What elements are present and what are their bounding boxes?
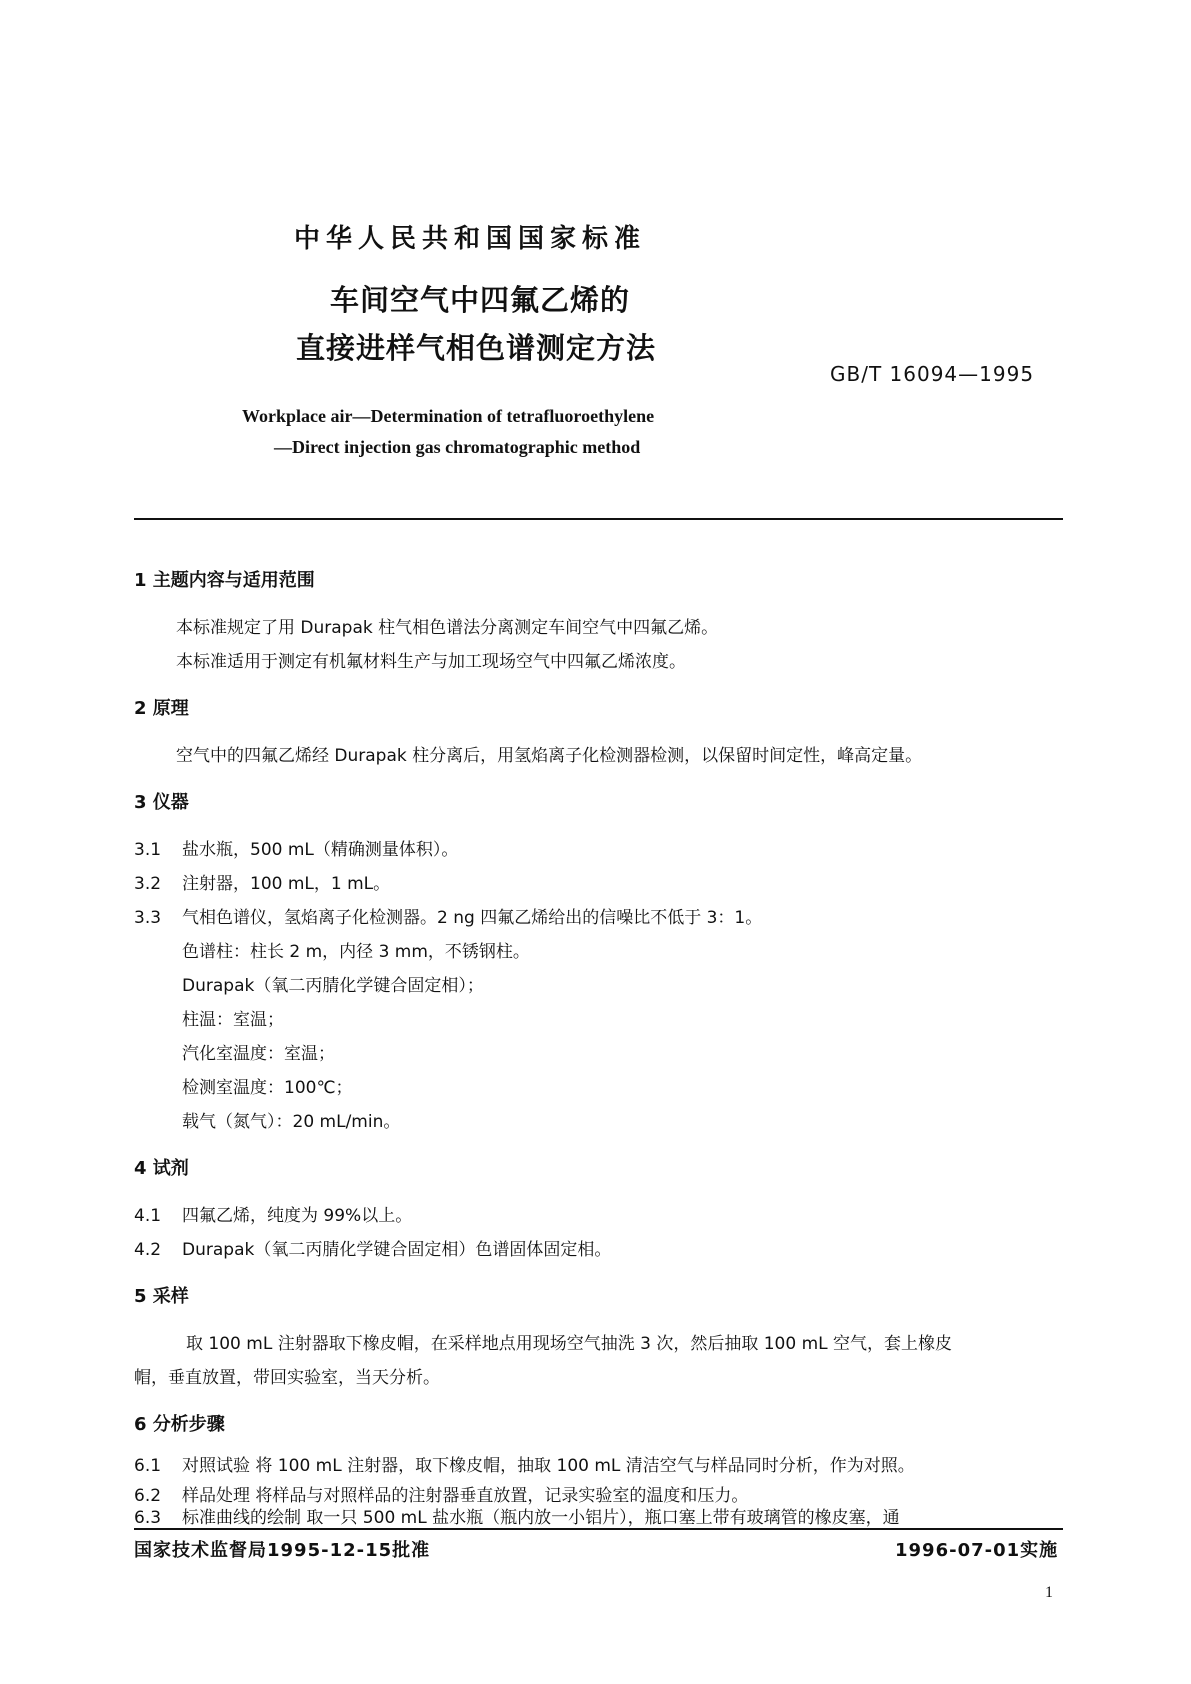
instrument-detail-line: 柱温：室温； xyxy=(182,1010,284,1030)
item-number: 3.3 xyxy=(134,908,162,928)
implementation-line: 1996-07-01实施 xyxy=(895,1540,1059,1561)
item-text: 样品处理 将样品与对照样品的注射器垂直放置，记录实验室的温度和压力。 xyxy=(182,1486,749,1506)
list-item xyxy=(134,1201,412,1226)
item-number: 4.2 xyxy=(134,1240,162,1260)
section-1-heading: 1 主题内容与适用范围 xyxy=(134,570,315,591)
item-number: 6.1 xyxy=(134,1456,162,1476)
section-1-paragraph: 本标准适用于测定有机氟材料生产与加工现场空气中四氟乙烯浓度。 xyxy=(176,652,686,672)
page-number: 1 xyxy=(1045,1584,1053,1601)
approval-line: 国家技术监督局1995-12-15批准 xyxy=(134,1540,431,1561)
instrument-detail-line: Durapak（氧二丙腈化学键合固定相）； xyxy=(182,976,484,996)
item-text: 对照试验 将 100 mL 注射器，取下橡皮帽，抽取 100 mL 清洁空气与样品同时分析，作为对照。 xyxy=(182,1456,915,1476)
item-number: 3.1 xyxy=(134,840,162,860)
section-2-paragraph: 空气中的四氟乙烯经 Durapak 柱分离后，用氢焰离子化检测器检测，以保留时间定性，峰高定量。 xyxy=(176,746,923,766)
list-item xyxy=(134,1503,900,1528)
item-number: 6.2 xyxy=(134,1486,162,1506)
national-standard-heading: 中华人民共和国国家标准 xyxy=(294,224,647,254)
title-en-line1: Workplace air—Determination of tetrafluoroethylene xyxy=(242,406,655,426)
instrument-detail-line: 汽化室温度：室温； xyxy=(182,1044,335,1064)
title-en-line2: —Direct injection gas chromatographic method xyxy=(274,437,641,457)
section-1-paragraph: 本标准规定了用 Durapak 柱气相色谱法分离测定车间空气中四氟乙烯。 xyxy=(176,618,719,638)
section-5-paragraph: 帽，垂直放置，带回实验室，当天分析。 xyxy=(134,1368,440,1388)
list-item xyxy=(134,1235,611,1260)
section-3-heading: 3 仪器 xyxy=(134,792,189,813)
list-item xyxy=(134,1451,915,1476)
item-text: 四氟乙烯，纯度为 99%以上。 xyxy=(182,1206,413,1226)
standard-code: GB/T 16094—1995 xyxy=(830,362,1035,386)
item-number: 6.3 xyxy=(134,1508,162,1528)
list-item xyxy=(134,835,458,860)
item-number: 3.2 xyxy=(134,874,162,894)
section-2-heading: 2 原理 xyxy=(134,698,189,719)
item-number: 4.1 xyxy=(134,1206,162,1226)
section-5-heading: 5 采样 xyxy=(134,1286,189,1307)
title-cn-line2: 直接进样气相色谱测定方法 xyxy=(296,331,657,365)
section-6-heading: 6 分析步骤 xyxy=(134,1414,225,1435)
item-text: 注射器，100 mL，1 mL。 xyxy=(182,874,391,894)
list-item xyxy=(134,869,390,894)
list-item xyxy=(134,903,762,928)
instrument-detail-line: 检测室温度：100℃； xyxy=(182,1078,353,1098)
item-text: 气相色谱仪，氢焰离子化检测器。2 ng 四氟乙烯给出的信噪比不低于 3：1。 xyxy=(182,908,763,928)
instrument-detail-line: 色谱柱：柱长 2 m，内径 3 mm，不锈钢柱。 xyxy=(182,942,530,962)
section-5-paragraph: 取 100 mL 注射器取下橡皮帽，在采样地点用现场空气抽洗 3 次，然后抽取 100 mL 空气，套上橡皮 xyxy=(186,1334,953,1354)
item-text: Durapak（氧二丙腈化学键合固定相）色谱固体固定相。 xyxy=(182,1240,612,1260)
instrument-detail-line: 载气（氮气）：20 mL/min。 xyxy=(182,1112,401,1132)
footer-rule xyxy=(134,1528,1063,1530)
item-text: 标准曲线的绘制 取一只 500 mL 盐水瓶（瓶内放一小铝片），瓶口塞上带有玻璃管的橡皮塞，通 xyxy=(182,1508,900,1528)
title-cn-line1: 车间空气中四氟乙烯的 xyxy=(330,283,631,317)
item-text: 盐水瓶，500 mL（精确测量体积）。 xyxy=(182,840,459,860)
section-4-heading: 4 试剂 xyxy=(134,1158,189,1179)
header-rule xyxy=(134,518,1063,520)
